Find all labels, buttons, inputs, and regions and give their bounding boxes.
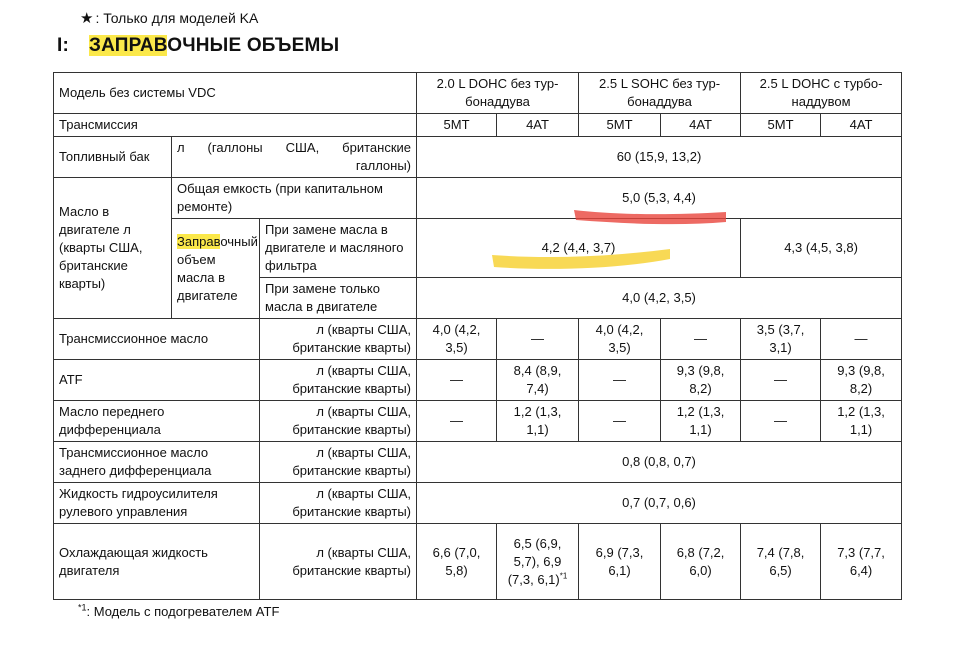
atf-value: 9,3 (9,8, 8,2) [661,360,741,401]
front-diff-unit: л (кварты США, британские кварты) [260,401,417,442]
atf-value: 9,3 (9,8, 8,2) [821,360,902,401]
model-note-text: : Только для моделей KA [95,10,259,26]
engine-col-3: 2.5 L DOHC с турбо-наддувом [741,73,902,114]
trans-oil-value: — [497,319,579,360]
power-steering-label: Жидкость гидроусилителя рулевого управления [54,483,260,524]
trans-oil-value: 3,5 (3,7, 3,1) [741,319,821,360]
fuel-tank-row [54,137,902,178]
transmission-row [54,114,902,137]
coolant-unit: л (кварты США, британские кварты) [260,524,417,600]
footnote-marker: *1 [78,602,87,613]
engine-oil-only-value: 4,0 (4,2, 3,5) [417,278,902,319]
trans-oil-value: — [661,319,741,360]
coolant-value: 6,9 (7,3, 6,1) [579,524,661,600]
coolant-value-4at [497,524,579,600]
atf-value: — [579,360,661,401]
coolant-value: 7,3 (7,7, 6,4) [821,524,902,600]
rear-diff-unit: л (кварты США, британские кварты) [260,442,417,483]
section-number: I: [57,35,70,56]
atf-value: — [417,360,497,401]
front-diff-value: 1,2 (1,3, 1,1) [661,401,741,442]
trans-type: 4AT [821,114,902,137]
rear-diff-label: Трансмиссионное масло заднего дифференциала [54,442,260,483]
fuel-tank-value: 60 (15,9, 13,2) [417,137,902,178]
coolant-value: 6,6 (7,0, 5,8) [417,524,497,600]
trans-type: 5MT [579,114,661,137]
front-diff-value: — [579,401,661,442]
coolant-value: 6,8 (7,2, 6,0) [661,524,741,600]
engine-oil-only-label: При замене только масла в двигателе [260,278,417,319]
rear-diff-value: 0,8 (0,8, 0,7) [417,442,902,483]
refill-label-rest: очный объем масла в двигателе [177,233,258,303]
front-diff-value: — [741,401,821,442]
engine-oil-total-label: Общая емкость (при капитальном ремонте) [172,178,417,219]
refill-label-highlighted: Заправ [177,233,221,249]
trans-type: 4AT [661,114,741,137]
coolant-footnote-ref: *1 [559,571,568,581]
engine-col-1: 2.0 L DOHC без тур-бонаддува [417,73,579,114]
heading-highlighted: ЗАПРАВ [89,35,168,56]
coolant-value-b: 6,9 (7,3, 6,1) [507,553,562,587]
coolant-value: 7,4 (7,8, 6,5) [741,524,821,600]
model-note [80,9,258,27]
atf-row [54,360,902,401]
engine-oil-with-filter-label: При замене масла в двигателе и масляного фильтра [260,219,417,278]
star-icon: ★ [80,10,94,27]
atf-label: ATF [54,360,260,401]
trans-oil-value: — [821,319,902,360]
footnote-text: : Модель с подогревателем ATF [86,604,280,619]
front-diff-value: — [417,401,497,442]
front-diff-row [54,401,902,442]
coolant-row [54,524,902,600]
fuel-tank-label: Топливный бак [54,137,172,178]
engine-oil-total-value: 5,0 (5,3, 4,4) [417,178,902,219]
engine-oil-total-row [54,178,902,219]
atf-value: 8,4 (8,9, 7,4) [497,360,579,401]
trans-oil-unit: л (кварты США, британские кварты) [260,319,417,360]
heading-rest: ОЧНЫЕ ОБЪЕМЫ [167,35,340,56]
power-steering-value: 0,7 (0,7, 0,6) [417,483,902,524]
power-steering-unit: л (кварты США, британские кварты) [260,483,417,524]
trans-oil-row [54,319,902,360]
front-diff-value: 1,2 (1,3, 1,1) [821,401,902,442]
transmission-label: Трансмиссия [54,114,417,137]
yellow-marker-stroke [488,243,674,273]
trans-oil-value: 4,0 (4,2, 3,5) [417,319,497,360]
atf-unit: л (кварты США, британские кварты) [260,360,417,401]
engine-oil-with-filter-turbo-value: 4,3 (4,5, 3,8) [741,219,902,278]
fuel-tank-unit: л (галлоны США, британские галлоны) [172,137,417,178]
engine-oil-label: Масло в двигателе л (кварты США, британские кварты) [54,178,172,319]
section-heading [57,35,339,57]
atf-value: — [741,360,821,401]
engine-oil-with-filter-value: 4,2 (4,4, 3,7) [417,219,741,278]
trans-oil-value: 4,0 (4,2, 3,5) [579,319,661,360]
engine-col-2: 2.5 L SOHC без тур-бонаддува [579,73,741,114]
engine-oil-filter-row [54,219,902,278]
coolant-value-a: 6,5 (6,9, 5,7), [513,535,562,569]
trans-type: 5MT [741,114,821,137]
front-diff-value: 1,2 (1,3, 1,1) [497,401,579,442]
trans-type: 5MT [417,114,497,137]
table-header-row [54,73,902,114]
rear-diff-row [54,442,902,483]
coolant-label: Охлаждающая жидкость двигателя [54,524,260,600]
model-label: Модель без системы VDC [54,73,417,114]
capacity-table [53,72,902,600]
footnote [78,604,279,619]
red-marker-stroke [570,204,730,228]
power-steering-row [54,483,902,524]
trans-type: 4AT [497,114,579,137]
front-diff-label: Масло переднего дифференциала [54,401,260,442]
trans-oil-label: Трансмиссионное масло [54,319,260,360]
engine-oil-refill-label [172,219,260,319]
